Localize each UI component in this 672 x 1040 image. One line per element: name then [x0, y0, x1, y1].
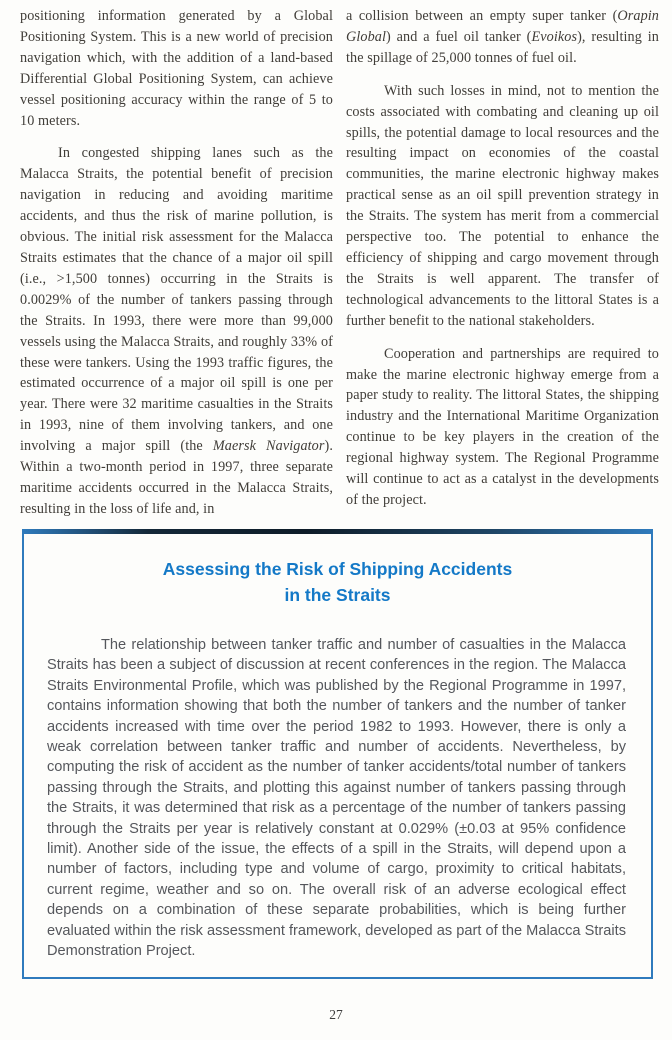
box-body: The relationship between tanker traffic and number of casualties in the Malacca Straits has been a subject of discussion at recent conferences in the region. The Malacca Straits Environmental Profile, which was published by the Regional Programme in 1997, contains information showing that both the number of tankers and the number of tanker accidents increased with time over the period 1982 to 1993. However, there is only a weak correlation between tanker traffic and number of accidents. Nevertheless, by computing the risk of accident as the number of tanker accidents/total number of tankers passing through the Straits, and plotting this against number of tankers passing through the Straits, it was determined that risk as a percentage of the number of tankers passing through the Straits per year is relatively constant at 0.029% (±0.03 at 95% confidence limit). Another side of the issue, the effects of a spill in the Straits, will depend upon a number of factors, including type and volume of cargo, proximity to critical habitats, current regime, weather and so on. The overall risk of an adverse ecological effect depends on a combination of these separate probabilities, which is being further evaluated within the risk assessment framework, developed as part of the Malacca Straits Demonstration Project.	[47, 637, 626, 960]
box-title-line1: Assessing the Risk of Shipping Accidents	[162, 559, 513, 579]
column-left	[20, 6, 333, 532]
box-title	[24, 556, 651, 608]
text-run: positioning information generated by a Global Positioning System. This is a new world of precision navigation which, with the addition of a land-based Differential Global Positioning System, can achieve vessel positioning accuracy within the range of 5 to 10 meters.	[20, 8, 333, 129]
box-top-rule	[22, 529, 653, 534]
paragraph	[20, 143, 333, 519]
text-run: ), resulting in the spillage of 25,000 tonnes of fuel oil.	[346, 28, 659, 66]
paragraph	[346, 81, 659, 332]
text-run: ). Within a two-month period in 1997, three separate maritime accidents occurred in the Malacca Straits, resulting in the loss of life and, in	[20, 438, 333, 517]
text-run: In congested shipping lanes such as the Malacca Straits, the potential benefit of precision navigation in reducing and avoiding maritime accidents, and thus the risk of marine pollution, is obvious. The initial risk assessment for the Malacca Straits estimates that the chance of a major oil spill (i.e., >1,500 tonnes) occurring in the Straits is 0.0029% of the number of tankers passing through the Straits. In 1993, there were more than 99,000 vessels using the Malacca Straits, and roughly 33% of these were tankers. Using the 1993 traffic figures, the estimated occurrence of a major oil spill is one per year. There were 32 maritime casualties in the Straits in 1993, nine of them involving tankers, and one involving a major spill (the	[20, 145, 333, 455]
box-title-line2: in the Straits	[284, 585, 391, 605]
text-run: ) and a fuel oil tanker (	[386, 28, 532, 45]
text-run: Cooperation and partnerships are required to make the marine electronic highway emerge from a paper study to reality. The littoral States, the shipping industry and the International Maritime Organization continue to be key players in the creation of the regional highway system. The Regional Programme will continue to act as a catalyst in the developments of the project.	[346, 345, 659, 508]
paragraph	[20, 6, 333, 131]
italic-text: Maersk Navigator	[212, 438, 325, 455]
page-number: 27	[329, 1007, 343, 1022]
paragraph	[346, 344, 659, 511]
text-run: a collision between an empty super tanker (	[346, 8, 618, 24]
column-right	[346, 6, 659, 532]
paragraph	[346, 6, 659, 69]
italic-text: Orapin Global	[346, 8, 659, 45]
italic-text: Evoikos	[531, 28, 578, 45]
text-run: With such losses in mind, not to mention the costs associated with combating and cleaning up oil spills, the potential damage to local resources and the resulting impact on economies of the coastal communities, the marine electronic highway makes practical sense as an oil spill prevention strategy in the Straits. The system has merit from a commercial perspective too. The potential to enhance the efficiency of shipping and cargo movement through the Straits is well apparent. The transfer of technological advancements to the littoral States is a further benefit to the national stakeholders.	[346, 82, 659, 329]
highlight-box	[22, 529, 653, 979]
text-columns	[20, 6, 660, 532]
